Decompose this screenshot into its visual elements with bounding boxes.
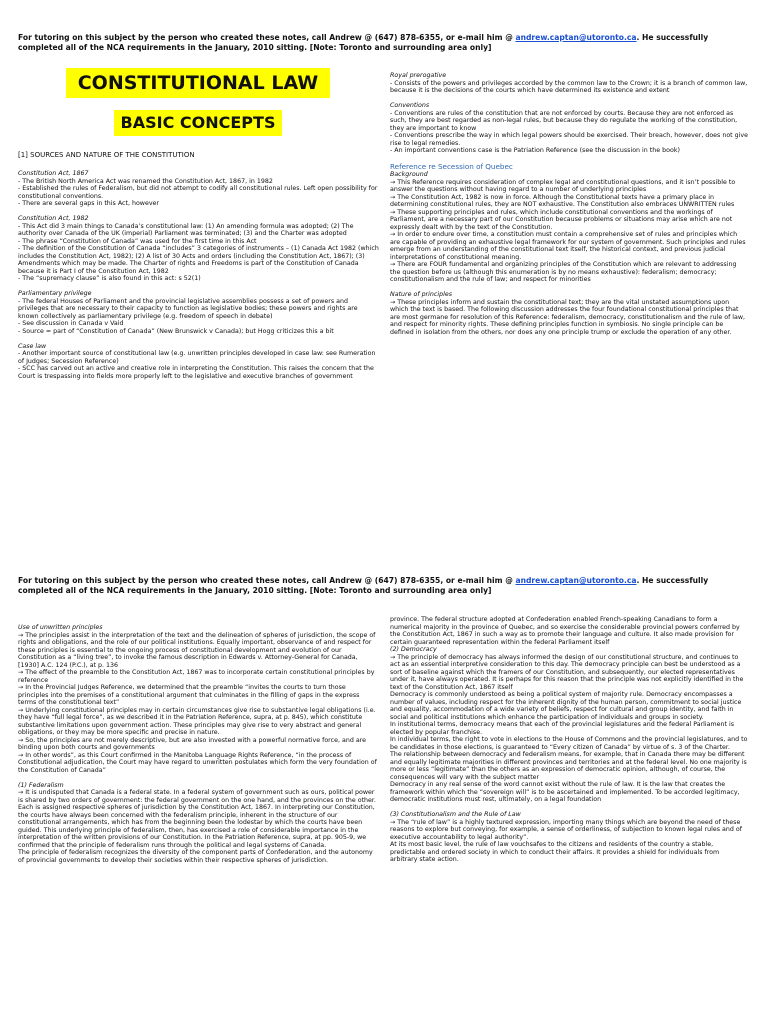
- royal-prerogative-heading: Royal prerogative: [390, 72, 447, 79]
- constitutionalism-lines: [390, 819, 748, 864]
- text-line: - The British North America Act was renamed the Constitution Act, 1867, in 1982: [18, 177, 273, 185]
- parliamentary-privilege-lines: [18, 298, 380, 336]
- democracy-lines: [390, 654, 748, 804]
- page-gap: [0, 548, 768, 576]
- email-link[interactable]: andrew.captan@utoronto.ca: [515, 33, 637, 42]
- text-line: → These principles inform and sustain the constitutional text; they are the vital unstated assumptions upon which the text is based. The following discussion addresses the four foundational constitutional principles that are most germane for resolution of this Reference: federalism, democracy, constitutionalism and the rule of law, and respect for minority rights. These defining principles function in symbiosis. No single principle can be defined in isolation from the others, nor does any one principle trump or exclude the operation of any other.: [390, 298, 746, 336]
- text-line: → So, the principles are not merely descriptive, but are also invested with a powerful normative force, and are binding upon both courts and governments: [18, 736, 367, 751]
- text-line: - The definition of the Constitution of Canada “includes” 3 categories of instruments – (1) Canada Act 1982 (which includes the Constitution Act, 1982); (2) A list of 30 Acts and orders (including the Constitution Act, 1867); (3) Amendments which may be made. The Charter of rights and Freedoms is part of the Constitution of Canada because it is Part I of the Constitution Act, 1982: [18, 245, 379, 275]
- text-line: → This Reference requires consideration of complex legal and constitutional questions, and it isn’t possible to answer the questions without having regard to a number of underlying principles: [390, 178, 736, 193]
- tutoring-notice-2: [18, 576, 728, 596]
- text-line: Democracy is commonly understood as being a political system of majority rule. Democracy encompasses a number of values, including respect for the inherent dignity of the human person, commitment to social justice and equality, accommodation of a wide variety of beliefs, respect for cultural and group identity, and faith in social and political institutions which enhance the participation of individuals and groups in society.: [390, 691, 742, 721]
- ca1982-heading: Constitution Act, 1982: [18, 215, 89, 222]
- text-line: - See discussion in Canada v Vaid: [18, 320, 124, 327]
- case-law-lines: [18, 350, 380, 380]
- document-subtitle: BASIC CONCEPTS: [114, 110, 282, 136]
- royal-prerogative-lines: [390, 80, 748, 95]
- ca1982-lines: [18, 223, 380, 283]
- text-line: At its most basic level, the rule of law vouchsafes to the citizens and residents of the country a stable, predictable and ordered society in which to conduct their affairs. It provides a shield for individuals from arbitrary state action.: [390, 841, 720, 863]
- conventions-lines: [390, 110, 748, 155]
- text-line: → In other words”, as this Court confirmed in the Manitoba Language Rights Reference, “in the process of Constitutional adjudication, the Court may have regard to unwritten postulates which form the very foundation of the Constitution of Canada”: [18, 751, 377, 774]
- notice-text: For tutoring on this subject by the person who created these notes, call Andrew @ (647) 878-6355, or e-mail him @: [18, 576, 516, 585]
- case-law-heading: Case law: [18, 342, 47, 350]
- text-line: - Conventions are rules of the constitution that are not enforced by courts. Because they are not enforced as such, they are best regarded as non-legal rules, but because they do regulate the working of the constitution, they are important to know: [390, 109, 738, 132]
- text-line: - Consists of the powers and privileges accorded by the common law to the Crown; it is a branch of common law, because it is the decisions of the courts which have determined its existence and extent: [390, 79, 748, 94]
- text-line: - The phrase “Constitution of Canada” was used for the first time in this Act: [18, 237, 257, 245]
- constitutionalism-heading: (3) Constitutionalism and the Rule of Law: [390, 811, 521, 818]
- notice-text: For tutoring on this subject by the person who created these notes, call Andrew @ (647) 878-6355, or e-mail him @: [18, 33, 516, 42]
- text-line: - This Act did 3 main things to Canada’s constitutional law: (1) An amending formula was adopted; (2) The authority over Canada of the UK (imperial) Parliament was terminated; (3) and the Charter was adopted: [18, 222, 354, 237]
- federalism-heading: (1) Federalism: [18, 781, 64, 789]
- text-line: In institutional terms, democracy means that each of the provincial legislatures and the federal Parliament is elected by popular franchise.: [390, 721, 735, 736]
- text-line: - SCC has carved out an active and creative role in interpreting the Constitution. This raises the concern that the Court is trespassing into fields more properly left to the legislative and executive branches of government: [18, 365, 374, 380]
- text-line: → The Constitution Act, 1982 is now in force. Although the Constitutional texts have a primary place in determining constitutional rules, they are NOT exhaustive. The Constitution also embraces UNWRITTEN rules: [390, 193, 735, 208]
- text-line: → In the Provincial Judges Reference, we determined that the preamble “invites the courts to turn those principles into the premises of a constitutional argument that culminates in the filling of gaps in the express terms of the constitutional text”: [18, 684, 360, 706]
- text-line: - Source = part of “Constitution of Canada” (New Brunswick v Canada); but Hogg criticizes this a bit: [18, 327, 334, 335]
- federalism-lines: [18, 789, 378, 864]
- text-line: - Conventions prescribe the way in which legal powers should be exercised. Their breach, however, does not give rise to legal remedies.: [390, 132, 748, 147]
- ca1867-lines: [18, 178, 380, 208]
- text-line: → The principles assist in the interpretation of the text and the delineation of spheres of jurisdiction, the scope of rights and obligations, and the role of our political institutions. Equally important, observance of and respect for these principles is essential to the ongoing process of constitutional development and evolution of our Constitution as a “living tree”, to invoke the famous description in Edwards v. Attorney-General for Canada, [1930] A.C. 124 (P.C.), at p. 136: [18, 631, 376, 669]
- page2-left-column: [18, 624, 378, 864]
- text-line: In individual terms, the right to vote in elections to the House of Commons and the provincial legislatures, and to be candidates in those elections, is guaranteed to “Every citizen of Canada” by virtue of s. 3 of the Charter.: [390, 736, 748, 751]
- text-line: → In order to endure over time, a constitution must contain a comprehensive set of rules and principles which are capable of providing an exhaustive legal framework for our system of government. Such principles and rules emerge from an understanding of the constitutional text itself, the historical context, and previous judicial interpretations of constitutional meaning.: [390, 231, 746, 261]
- text-line: The principle of federalism recognizes the diversity of the component parts of Confederation, and the autonomy of provincial governments to develop their societies within their respective spheres of jurisdiction.: [18, 849, 373, 864]
- text-line: Democracy in any real sense of the word cannot exist without the rule of law. It is the law that creates the framework within which the “sovereign will” is to be ascertained and implemented. To be accorded legitimacy, democratic institutions must rest, ultimately, on a legal foundation: [390, 781, 740, 803]
- text-line: → The effect of the preamble to the Constitution Act, 1867 was to incorporate certain constitutional principles by reference: [18, 669, 375, 684]
- email-link-2[interactable]: andrew.captan@utoronto.ca: [515, 576, 637, 585]
- section-heading: [1] SOURCES AND NATURE OF THE CONSTITUTION: [18, 151, 195, 159]
- secession-reference-heading: Reference re Secession of Quebec: [390, 162, 513, 171]
- text-line: province. The federal structure adopted at Confederation enabled French-speaking Canadians to form a numerical majority in the province of Quebec, and so exercise the considerable provincial powers conferred by the Constitution Act, 1867 in such a way as to promote their language and culture. It also made provision for certain guaranteed representation within the federal Parliament itself: [390, 616, 740, 646]
- text-line: → It is undisputed that Canada is a federal state. In a federal system of government such as ours, political power is shared by two orders of government: the federal government on the one hand, and the provinces on the other. Each is assigned respective spheres of jurisdiction by the Constitution Act, 1867. In interpreting our Constitution, the courts have always been concerned with the federalism principle, inherent in the structure of our constitutional arrangements, which has from the beginning been the lodestar by which the courts have been guided. This underlying principle of federalism, then, has exercised a role of considerable importance in the interpretation of the written provisions of our Constitution. In the Patriation Reference, supra, at pp. 905-9, we confirmed that the principle of federalism runs through the political and legal systems of Canada.: [18, 789, 376, 849]
- nature-of-principles-heading: Nature of principles: [390, 291, 453, 298]
- text-line: → These supporting principles and rules, which include constitutional conventions and the workings of Parliament, are a necessary part of our Constitution because problems or situations may arise which are not expressly dealt with by the text of the Constitution.: [390, 208, 733, 231]
- notice-text-2: . He successfully completed all of the NCA requirements in the January, 2010 sitting. [Note: Toronto and surrounding area only]: [18, 576, 709, 595]
- unwritten-principles-lines: [18, 632, 378, 775]
- ca1867-heading: Constitution Act, 1867: [18, 170, 89, 177]
- text-line: - The “supremacy clause” is also found in this act: s 52(1): [18, 275, 201, 282]
- text-line: - The federal Houses of Parliament and the provincial legislative assemblies possess a set of powers and privileges that are necessary to their capacity to function as legislative bodies; these powers and rights are known collectively as parliamentary privilege (e.g. freedom of speech in debate): [18, 297, 358, 320]
- parliamentary-privilege-heading: Parliamentary privilege: [18, 290, 92, 297]
- tutoring-notice: [18, 33, 728, 53]
- text-line: - There are several gaps in this Act, however: [18, 200, 160, 207]
- text-line: - Established the rules of Federalism, but did not attempt to codify all constitutional rules. Left open possibility for constitutional conventions.: [18, 185, 378, 200]
- nature-of-principles-lines: [390, 299, 748, 337]
- democracy-heading: (2) Democracy: [390, 646, 437, 653]
- page1-right-column: [390, 72, 748, 336]
- text-line: → The “rule of law” is a highly textured expression, importing many things which are beyond the need of these reasons to explore but conveying, for example, a sense of orderliness, of subjection to known legal rules and of executive accountability to legal authority”.: [390, 818, 742, 841]
- notice-text-2: . He successfully completed all of the NCA requirements in the January, 2010 sitting. [Note: Toronto and surrounding area only]: [18, 33, 709, 52]
- text-line: - Another important source of constitutional law (e.g. unwritten principles developed in case law: see Rumeration of Judges; Secession Reference): [18, 350, 376, 365]
- page1-left-column: [18, 170, 380, 380]
- document-title: CONSTITUTIONAL LAW: [66, 68, 330, 98]
- text-line: → Underlying constitutional principles may in certain circumstances give rise to substantive legal obligations (i.e. they have “full legal force”, as we described it in the Patriation Reference, supra, at p. 845), which constitute substantive limitations upon government action. These principles may give rise to very abstract and general obligations, or they may be more specific and precise in nature.: [18, 706, 376, 736]
- unwritten-principles-heading: Use of unwritten principles: [18, 624, 103, 631]
- background-heading: Background: [390, 171, 428, 178]
- document-page-2: [0, 576, 768, 1024]
- text-line: - An important conventions case is the Patriation Reference (see the discussion in the book): [390, 147, 680, 154]
- text-line: The relationship between democracy and federalism means, for example, that in Canada there may be different and equally legitimate majorities in different provinces and territories and at the federal level. No one majority is more or less “legitimate” than the others as an expression of democratic opinion, although, of course, the consequences will vary with the subject matter: [390, 751, 747, 781]
- text-line: → The principle of democracy has always informed the design of our constitutional structure, and continues to act as an essential interpretive consideration to this day. The democracy principle can best be understood as a sort of baseline against which the framers of our Constitution, and subsequently, our elected representatives under it, have always operated. It is perhaps for this reason that the principle was not explicitly identified in the text of the Constitution Act, 1867 itself: [390, 653, 744, 691]
- page2-right-column: [390, 616, 748, 864]
- intro-lines: [390, 616, 748, 646]
- text-line: → There are FOUR fundamental and organizing principles of the Constitution which are relevant to addressing the question before us (although this enumeration is by no means exhaustive): federalism; democracy; constitutionalism and the rule of law; and respect for minorities: [390, 261, 737, 283]
- background-lines: [390, 179, 748, 284]
- conventions-heading: Conventions: [390, 102, 430, 109]
